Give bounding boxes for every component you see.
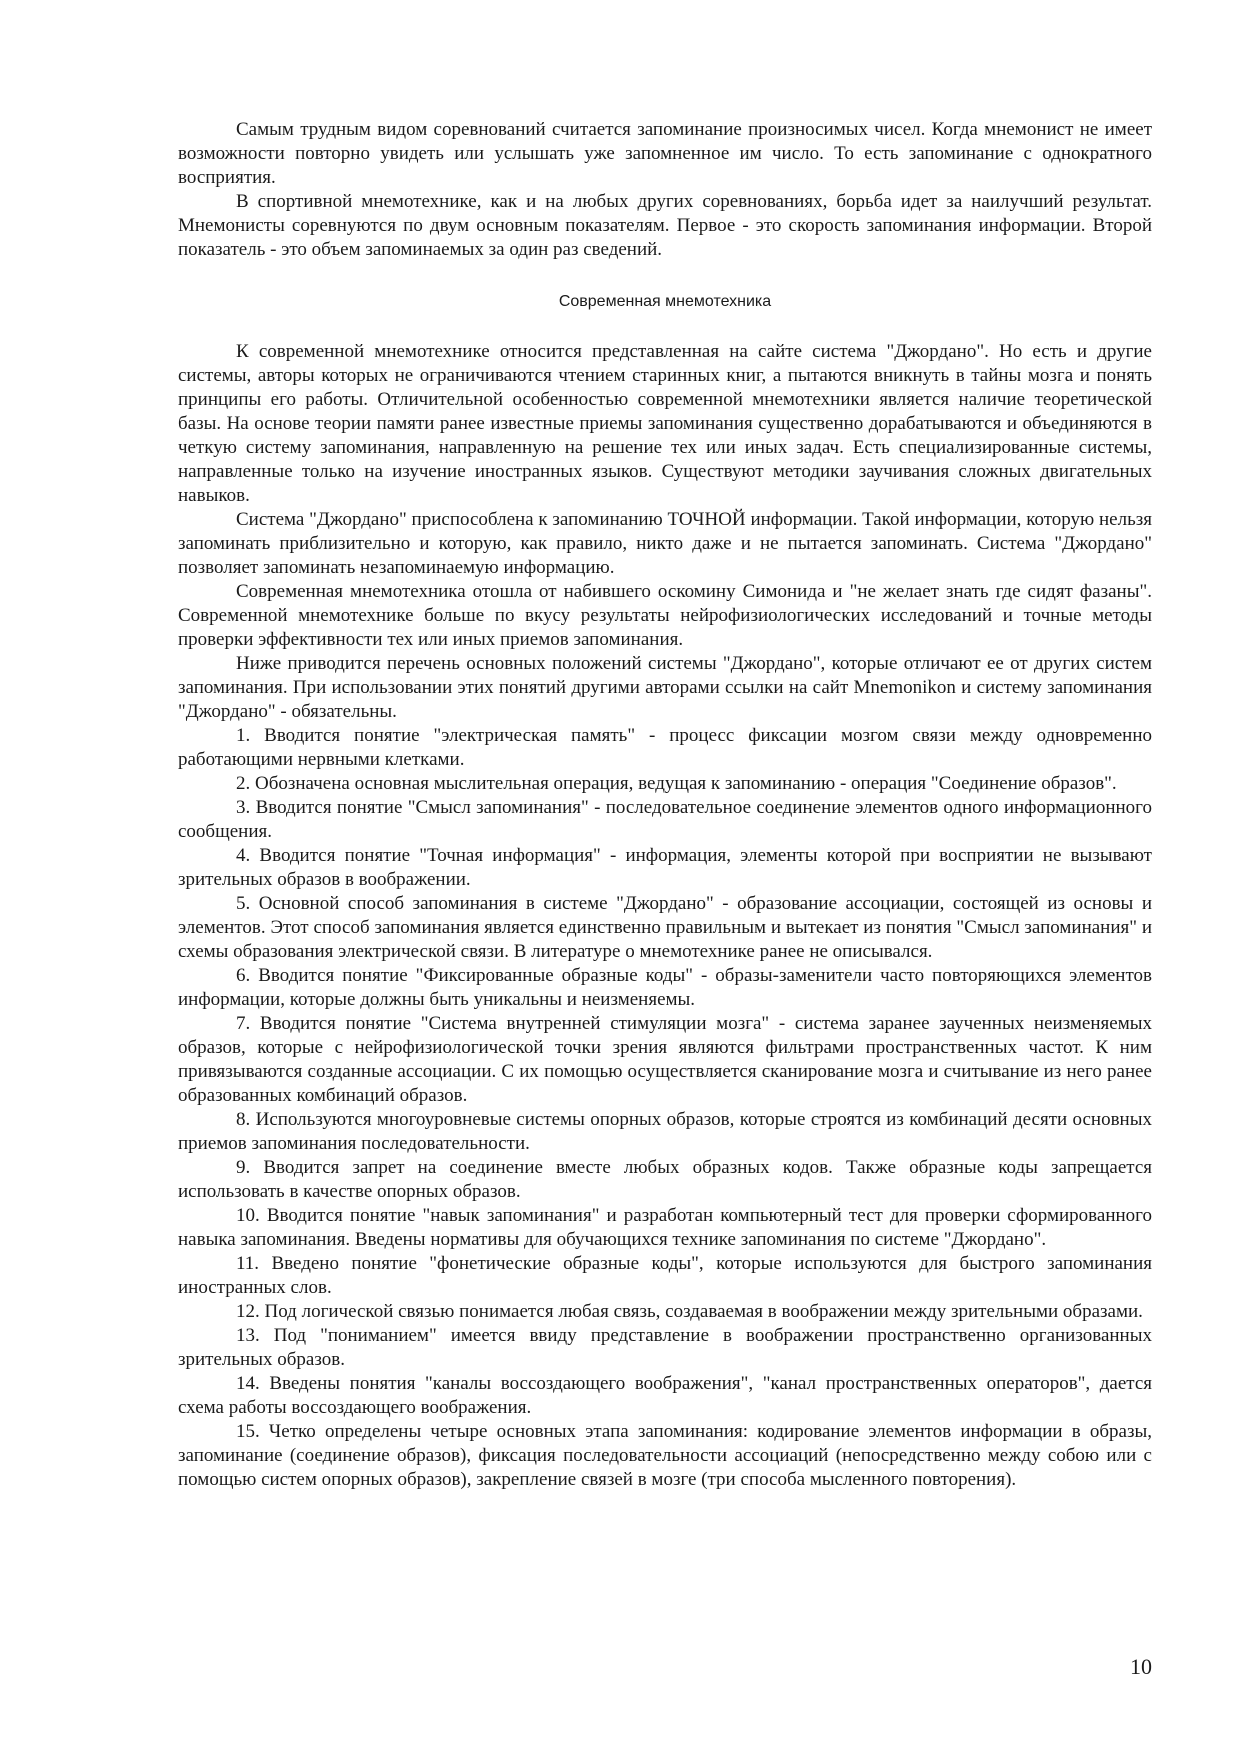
list-item: 5. Основной способ запоминания в системе "Джордано" - образование ассоциации, состоящей из основы и элементов. Этот способ запоминания является единственно правильным и вытекает из понятия "Смысл запоминания" и схемы образования электрической связи. В литературе о мнемотехнике ранее не описывался. <box>178 893 1152 962</box>
section-paragraph: К современной мнемотехнике относится представленная на сайте система "Джордано". Но есть и другие системы, авторы которых не ограничиваются чтением старинных книг, а пытаются вникнуть в тайны мозга и понять принципы его работы. Отличительной особенностью современной мнемотехники является наличие теоретической базы. На основе теории памяти ранее известные приемы запоминания существенно дорабатываются и объединяются в четкую систему запоминания, направленную на решение тех или иных задач. Есть специализированные системы, направленные только на изучение иностранных языков. Существуют методики заучивания сложных двигательных навыков. <box>178 341 1152 506</box>
list-item: 11. Введено понятие "фонетические образные коды", которые используются для быстрого запоминания иностранных слов. <box>178 1253 1152 1298</box>
list-item: 12. Под логической связью понимается любая связь, создаваемая в воображении между зрительными образами. <box>236 1301 1143 1322</box>
list-item: 10. Вводится понятие "навык запоминания" и разработан компьютерный тест для проверки сформированного навыка запоминания. Введены нормативы для обучающихся технике запоминания по системе "Джордано". <box>178 1205 1152 1250</box>
list-item: 15. Четко определены четыре основных этапа запоминания: кодирование элементов информации в образы, запоминание (соединение образов), фиксация последовательности ассоциаций (непосредственно между собою или с помощью систем опорных образов), закрепление связей в мозге (три способа мысленного повторения). <box>178 1421 1152 1490</box>
list-item: 8. Используются многоуровневые системы опорных образов, которые строятся из комбинаций десяти основных приемов запоминания последовательности. <box>178 1109 1152 1154</box>
list-item: 9. Вводится запрет на соединение вместе любых образных кодов. Также образные коды запрещается использовать в качестве опорных образов. <box>178 1157 1152 1202</box>
list-item: 13. Под "пониманием" имеется ввиду представление в воображении пространственно организованных зрительных образов. <box>178 1325 1152 1370</box>
list-item: 2. Обозначена основная мыслительная операция, ведущая к запоминанию - операция "Соединение образов". <box>236 773 1117 794</box>
list-item: 7. Вводится понятие "Система внутренней стимуляции мозга" - система заранее заученных неизменяемых образов, которые с нейрофизиологической точки зрения являются фильтрами пространственных частот. К ним привязываются созданные ассоциации. С их помощью осуществляется сканирование мозга и считывание из него ранее образованных комбинаций образов. <box>178 1013 1152 1106</box>
section-paragraph: Ниже приводится перечень основных положений системы "Джордано", которые отличают ее от других систем запоминания. При использовании этих понятий другими авторами ссылки на сайт Mnemonikon и систему запоминания "Джордано" - обязательны. <box>178 653 1152 722</box>
section-heading: Современная мнемотехника <box>558 293 772 310</box>
list-item: 1. Вводится понятие "электрическая память" - процесс фиксации мозгом связи между одновременно работающими нервными клетками. <box>178 725 1152 770</box>
intro-paragraph: Самым трудным видом соревнований считается запоминание произносимых чисел. Когда мнемонист не имеет возможности повторно увидеть или услышать уже запомненное им число. То есть запоминание с однократного восприятия. <box>178 119 1152 188</box>
list-item: 6. Вводится понятие "Фиксированные образные коды" - образы-заменители часто повторяющихся элементов информации, которые должны быть уникальны и неизменяемы. <box>178 965 1152 1010</box>
list-item: 4. Вводится понятие "Точная информация" - информация, элементы которой при восприятии не вызывают зрительных образов в воображении. <box>178 845 1152 890</box>
list-item: 14. Введены понятия "каналы воссоздающего воображения", "канал пространственных операторов", дается схема работы воссоздающего воображения. <box>178 1373 1152 1418</box>
intro-paragraph: В спортивной мнемотехнике, как и на любых других соревнованиях, борьба идет за наилучший результат. Мнемонисты соревнуются по двум основным показателям. Первое - это скорость запоминания информации. Второй показатель - это объем запоминаемых за один раз сведений. <box>178 191 1152 260</box>
list-item: 3. Вводится понятие "Смысл запоминания" - последовательное соединение элементов одного информационного сообщения. <box>178 797 1152 842</box>
section-paragraph: Современная мнемотехника отошла от набившего оскомину Симонида и "не желает знать где сидят фазаны". Современной мнемотехнике больше по вкусу результаты нейрофизиологических исследований и точные методы проверки эффективности тех или иных приемов запоминания. <box>178 581 1152 650</box>
section-paragraph: Система "Джордано" приспособлена к запоминанию ТОЧНОЙ информации. Такой информации, которую нельзя запоминать приблизительно и которую, как правило, никто даже и не пытается запоминать. Система "Джордано" позволяет запоминать незапоминаемую информацию. <box>178 509 1152 578</box>
page-number: 10 <box>1130 1654 1152 1679</box>
document-page <box>178 118 1152 1492</box>
